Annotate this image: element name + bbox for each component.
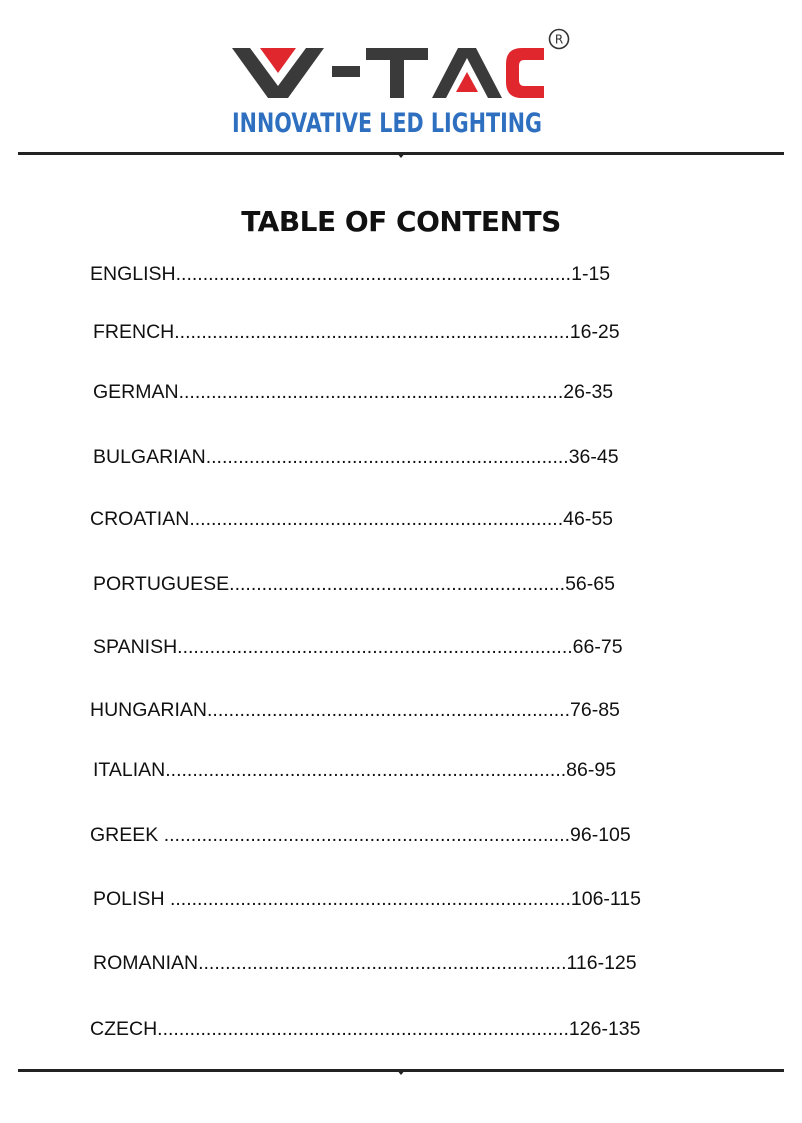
svg-text:R: R: [554, 32, 564, 47]
page-title: TABLE OF CONTENTS: [241, 205, 561, 238]
toc-entry-pages: 76-85: [570, 699, 620, 721]
toc-entry: [90, 698, 620, 722]
toc-entry-leader: ....................................................................: [198, 952, 567, 974]
toc-entry-leader: ............................................................................: [157, 1018, 569, 1040]
toc-entry: [90, 1017, 641, 1041]
toc-entry-pages: 96-105: [570, 824, 631, 846]
toc-entry-pages: 66-75: [572, 636, 623, 658]
toc-entry: [93, 320, 620, 344]
toc-entry-pages: 36-45: [568, 446, 619, 468]
toc-entry-pages: 86-95: [566, 759, 617, 781]
toc-entry: [93, 951, 637, 975]
toc-entry-language: BULGARIAN: [93, 446, 206, 468]
toc-entry: [93, 887, 641, 911]
toc-entry: [93, 572, 615, 596]
toc-entry-leader: ...................................................................: [205, 446, 569, 468]
toc-entry-pages: 116-125: [566, 952, 637, 974]
toc-entry-language: ROMANIAN: [93, 952, 199, 974]
brand-tagline: [232, 104, 544, 138]
toc-entry-leader: ..........................................................................: [165, 759, 567, 781]
toc-entry-leader: ...........................................................................: [158, 824, 571, 846]
toc-entry: [93, 380, 613, 404]
toc-entry-language: GERMAN: [93, 381, 179, 403]
toc-entry-language: ITALIAN: [93, 759, 166, 781]
toc-entry-language: CZECH: [90, 1018, 158, 1040]
toc-entry: [93, 635, 623, 659]
registered-trademark-icon: [548, 28, 570, 50]
toc-entry: [90, 823, 631, 847]
toc-entry-language: PORTUGUESE: [93, 573, 230, 595]
toc-entry-leader: .........................................................................: [174, 321, 570, 343]
toc-entry-leader: ..........................................................................: [164, 888, 571, 910]
toc-entry-language: ENGLISH: [90, 263, 176, 285]
toc-entry-language: FRENCH: [93, 321, 175, 343]
toc-entry: [93, 758, 616, 782]
toc-entry-leader: ...................................................................: [207, 699, 571, 721]
toc-entry-pages: 16-25: [569, 321, 620, 343]
toc-entry-leader: ..............................................................: [229, 573, 566, 595]
toc-entry-language: CROATIAN: [90, 508, 190, 530]
toc-entry-language: SPANISH: [93, 636, 178, 658]
toc-entry-language: POLISH: [93, 888, 165, 910]
toc-entry-pages: 126-135: [568, 1018, 641, 1040]
toc-entry-language: GREEK: [90, 824, 159, 846]
toc-entry-pages: 1-15: [571, 263, 611, 285]
toc-entry-language: HUNGARIAN: [90, 699, 208, 721]
brand-tagline-text: INNOVATIVE LED LIGHTING: [232, 108, 542, 139]
toc-entry: [90, 262, 610, 286]
toc-entry-pages: 106-115: [570, 888, 641, 910]
toc-entry: [93, 445, 619, 469]
toc-entry-leader: .........................................................................: [177, 636, 573, 658]
toc-entry-pages: 46-55: [563, 508, 614, 530]
toc-entry-pages: 56-65: [565, 573, 615, 595]
footer-divider: [18, 1064, 784, 1076]
toc-entry-leader: .....................................................................: [189, 508, 564, 530]
toc-entry: [90, 507, 613, 531]
toc-entry-leader: .......................................................................: [178, 381, 564, 403]
toc-entry-leader: .........................................................................: [175, 263, 572, 285]
header-divider: [18, 147, 784, 159]
toc-entry-pages: 26-35: [563, 381, 614, 403]
